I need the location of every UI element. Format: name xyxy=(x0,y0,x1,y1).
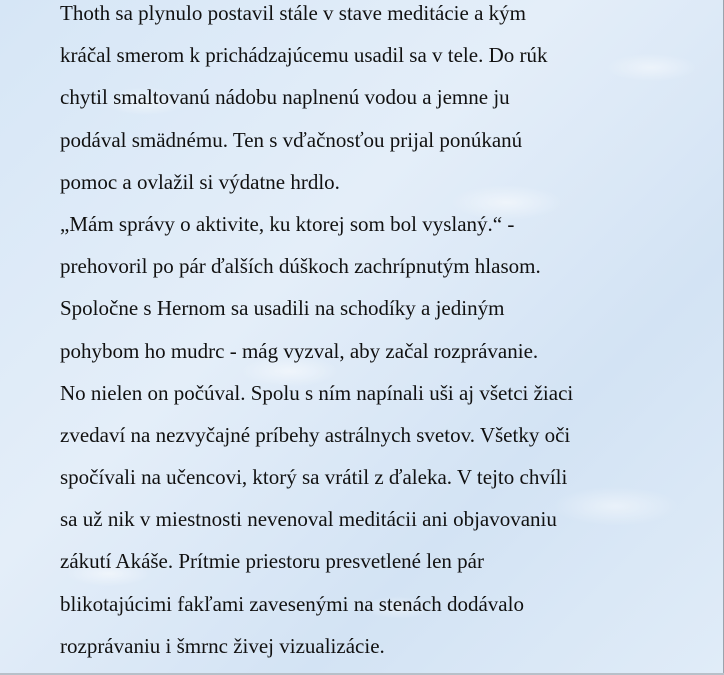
text-line-1: Thoth sa plynulo postavil stále v stave meditácie a kým xyxy=(60,1,526,25)
text-line-15: blikotajúcimi fakľami zavesenými na stenách dodávalo xyxy=(60,591,524,616)
text-line-2: kráčal smerom k prichádzajúcemu usadil sa v tele. Do rúk xyxy=(60,43,548,68)
text-line-6: „Mám správy o aktivite, ku ktorej som bol vyslaný.“ - xyxy=(60,211,515,236)
text-line-9: pohybom ho mudrc - mág vyzval, aby začal rozprávanie. xyxy=(60,338,539,363)
text-line-3: chytil smaltovanú nádobu naplnenú vodou a jemne ju xyxy=(60,85,510,110)
text-line-14: zákutí Akáše. Prítmie priestoru presvetlené len pár xyxy=(60,549,484,574)
text-line-7: prehovoril po pár ďalších dúškoch zachrípnutým hlasom. xyxy=(60,254,541,279)
text-line-16: rozprávaniu i šmrnc živej vizualizácie. xyxy=(60,633,385,658)
text-line-10: No nielen on počúval. Spolu s ním napínali uši aj všetci žiaci xyxy=(60,380,574,405)
text-line-4: podával smädnému. Ten s vďačnosťou prijal ponúkanú xyxy=(60,127,523,152)
text-line-5: pomoc a ovlažil si výdatne hrdlo. xyxy=(60,169,340,194)
text-line-13: sa už nik v miestnosti nevenoval meditácii ani objavovaniu xyxy=(60,507,557,532)
text-line-8: Spoločne s Hernom sa usadili na schodíky a jediným xyxy=(60,296,505,321)
text-line-11: zvedaví na nezvyčajné príbehy astrálnych svetov. Všetky oči xyxy=(60,422,571,447)
story-text xyxy=(60,0,720,675)
text-line-12: spočívali na učencovi, ktorý sa vrátil z ďaleka. V tejto chvíli xyxy=(60,465,568,490)
